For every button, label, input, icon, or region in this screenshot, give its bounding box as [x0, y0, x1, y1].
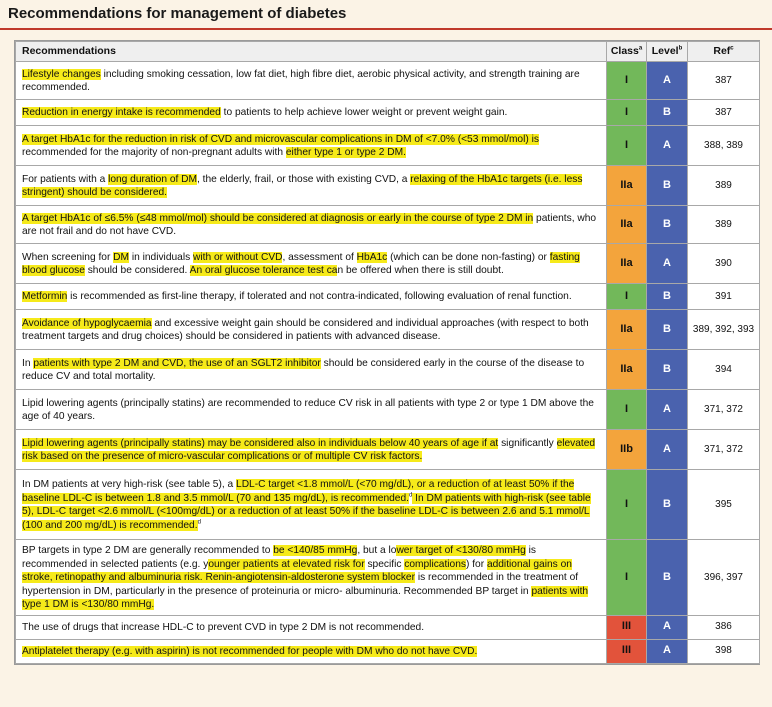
reference-cell: 390	[688, 244, 760, 284]
class-cell: IIa	[607, 244, 647, 284]
table-row	[16, 206, 760, 244]
level-cell: A	[647, 430, 688, 470]
text-segment: d	[408, 492, 413, 499]
text-segment: , but a lo	[357, 545, 397, 556]
text-segment: (which can be done non-fasting) or	[387, 251, 550, 263]
highlighted-text: patients with type 1 DM is <130/80 mmHg.	[22, 585, 589, 610]
highlighted-text: long duration of DM	[108, 173, 197, 185]
recommendation-text	[16, 540, 607, 616]
text-segment: including smoking cessation, low fat diet, high fibre diet, aerobic physical activity, and strength training are recommended.	[22, 68, 580, 93]
text-segment: When screening for	[22, 251, 114, 263]
recommendation-text	[16, 430, 607, 470]
level-cell: B	[647, 310, 688, 350]
highlighted-text: complications	[404, 558, 466, 570]
text-segment: should be considered early in the course of the disease to reduce CV and total mortality.	[22, 357, 585, 382]
text-segment: Lipid lowering agents (principally statins) are recommended to reduce CV risk in all patients with type 2 or type 1 DM above the age of 40 years.	[22, 397, 594, 422]
text-segment: The use of drugs that increase HDL-C to prevent CVD in type 2 DM is not recommended.	[22, 621, 425, 633]
text-segment: n be offered when there is still doubt.	[337, 265, 504, 276]
reference-cell: 371, 372	[688, 430, 760, 470]
recommendation-text	[16, 390, 607, 430]
highlighted-text: either type 1 or type 2 DM.	[285, 147, 406, 158]
table-row	[16, 430, 760, 470]
highlighted-text: A target HbA1c of ≤6.5% (≤48 mmol/mol) should be considered at diagnosis or early in the course of type 2 DM in	[22, 212, 534, 224]
text-segment: BP targets in type 2 DM are generally recommended to	[22, 545, 274, 556]
recommendation-text	[16, 62, 607, 100]
reference-cell: 389, 392, 393	[688, 310, 760, 350]
level-cell: A	[647, 615, 688, 639]
text-segment: For patients with a	[22, 173, 109, 185]
header-recommendations: Recommendations	[16, 42, 607, 62]
recommendation-text	[16, 126, 607, 166]
level-cell: B	[647, 166, 688, 206]
recommendation-text	[16, 615, 607, 639]
text-segment: is recommended as first-line therapy, if tolerated and not contra-indicated, following evaluation of renal function.	[67, 291, 572, 303]
header-level: Level$^b$	[647, 42, 688, 62]
recommendation-text	[16, 166, 607, 206]
highlighted-text: Metformin	[22, 291, 68, 303]
recommendation-text	[16, 350, 607, 390]
highlighted-text: In DM patients with high-risk (see table 5), LDL-C target <2.6 mmol/L (<100mg/dL) or a reduction of at least 50% if the baseline LDL-C is between 2.6 and 5.1 mmol/L (100 and 200 mg/dL) is recommended.	[22, 492, 591, 531]
table-row	[16, 390, 760, 430]
class-cell: IIa	[607, 310, 647, 350]
reference-cell: 395	[688, 470, 760, 540]
text-segment: recommended for the majority of non-pregnant adults with	[22, 147, 286, 158]
highlighted-text: An oral glucose tolerance test ca	[189, 265, 338, 276]
table-row	[16, 126, 760, 166]
highlighted-text: Avoidance of hypoglycaemia	[22, 317, 152, 329]
reference-cell: 371, 372	[688, 390, 760, 430]
table-row	[16, 62, 760, 100]
table-title: Recommendations for management of diabetes	[0, 0, 772, 28]
level-cell: B	[647, 470, 688, 540]
table-row	[16, 470, 760, 540]
table-row	[16, 100, 760, 126]
highlighted-text: A target HbA1c for the reduction in risk of CVD and microvascular complications in DM of <7.0% (<53 mmol/mol) is	[22, 133, 539, 145]
class-cell: III	[607, 615, 647, 639]
highlighted-text: be <140/85 mmHg	[273, 545, 358, 556]
text-segment: d	[197, 519, 201, 526]
reference-cell: 386	[688, 615, 760, 639]
recommendation-text	[16, 639, 607, 663]
text-segment: , assessment of	[282, 251, 357, 263]
highlighted-text: fasting blood glucose	[22, 251, 580, 276]
highlighted-text: wer target of <130/80 mmHg	[396, 545, 526, 556]
table-body	[16, 62, 760, 664]
highlighted-text: additional gains on stroke, retinopathy and albuminuria risk.	[22, 558, 572, 583]
highlighted-text: elevated risk based on the presence of micro-vascular complications or of multiple CV risk factors.	[22, 437, 596, 462]
highlighted-text: DM	[113, 251, 130, 263]
reference-cell: 389	[688, 166, 760, 206]
table-row	[16, 350, 760, 390]
class-cell: I	[607, 62, 647, 100]
recommendation-text	[16, 244, 607, 284]
highlighted-text: with or without CVD	[193, 251, 283, 263]
text-segment: significantly	[498, 437, 557, 449]
recommendation-text	[16, 206, 607, 244]
class-cell: I	[607, 390, 647, 430]
table-row	[16, 244, 760, 284]
reference-cell: 394	[688, 350, 760, 390]
highlighted-text: Lifestyle changes	[22, 68, 101, 80]
level-cell: B	[647, 206, 688, 244]
highlighted-text: ounger patients at elevated risk for	[208, 558, 365, 570]
table-row	[16, 284, 760, 310]
table-row	[16, 639, 760, 663]
text-segment: patients, who are not frail and do not have CVD.	[22, 212, 597, 237]
reference-cell: 389	[688, 206, 760, 244]
highlighted-text: patients with type 2 DM and CVD, the use of an SGLT2 inhibitor	[33, 357, 321, 369]
level-cell: A	[647, 639, 688, 663]
table-row	[16, 310, 760, 350]
class-cell: III	[607, 639, 647, 663]
class-cell: I	[607, 470, 647, 540]
text-segment: specific	[364, 558, 405, 570]
class-cell: I	[607, 126, 647, 166]
reference-cell: 387	[688, 100, 760, 126]
text-segment: In DM patients at very high-risk (see table 5), a	[22, 479, 237, 490]
level-cell: A	[647, 126, 688, 166]
text-segment: is recommended in the treatment of hypertension in DM, particularly in the presence of proteinuria or micro- albuminuria. Recommended BP target in	[22, 572, 579, 597]
recommendations-table	[15, 41, 760, 664]
class-cell: IIb	[607, 430, 647, 470]
text-segment: in individuals	[129, 251, 194, 263]
class-cell: IIa	[607, 166, 647, 206]
table-header-row	[16, 42, 760, 62]
text-segment: In	[22, 357, 34, 369]
highlighted-text: Reduction in energy intake is recommended	[22, 107, 221, 119]
level-cell: B	[647, 100, 688, 126]
reference-cell: 391	[688, 284, 760, 310]
class-cell: I	[607, 540, 647, 616]
level-cell: B	[647, 540, 688, 616]
text-segment: ) for	[465, 558, 487, 570]
level-cell: B	[647, 350, 688, 390]
highlighted-text: Antiplatelet therapy (e.g. with aspirin) is not recommended for people with DM who do not have CVD.	[22, 645, 478, 657]
highlighted-text: relaxing of the HbA1c targets (i.e. less stringent) should be considered.	[22, 173, 583, 198]
highlighted-text: Renin-angiotensin-aldosterone system blocker	[202, 572, 415, 583]
table-row	[16, 166, 760, 206]
reference-cell: 387	[688, 62, 760, 100]
reference-cell: 396, 397	[688, 540, 760, 616]
highlighted-text: HbA1c	[356, 251, 388, 263]
reference-cell: 398	[688, 639, 760, 663]
table-row	[16, 615, 760, 639]
class-cell: I	[607, 100, 647, 126]
recommendations-table-frame	[14, 40, 760, 665]
recommendation-text	[16, 284, 607, 310]
level-cell: A	[647, 390, 688, 430]
text-segment: should be considered.	[84, 265, 190, 276]
highlighted-text: Lipid lowering agents (principally statins) may be considered also in individuals below 40 years of age if at	[22, 437, 499, 449]
text-segment: is recommended in selected patients (e.g. y	[22, 545, 537, 570]
text-segment: and excessive weight gain should be considered and individual approaches (with respect to both treatment targets and drug choices) should be considered in patients with advanced disease.	[22, 317, 589, 342]
highlighted-text: LDL-C target <1.8 mmol/L (<70 mg/dL), or a reduction of at least 50% if the baseline LDL-C is between 1.8 and 3.5 mmol/L (70 and 135 mg/dL), is recommended.	[22, 479, 575, 504]
class-cell: IIa	[607, 206, 647, 244]
recommendation-text	[16, 310, 607, 350]
table-row	[16, 540, 760, 616]
text-segment: to patients to help achieve lower weight or prevent weight gain.	[220, 107, 508, 119]
level-cell: A	[647, 62, 688, 100]
header-class: Class$^a$	[607, 42, 647, 62]
text-segment: , the elderly, frail, or those with existing CVD, a	[197, 173, 411, 185]
title-divider	[0, 28, 772, 30]
class-cell: I	[607, 284, 647, 310]
reference-cell: 388, 389	[688, 126, 760, 166]
level-cell: B	[647, 284, 688, 310]
recommendation-text	[16, 470, 607, 540]
header-ref: Ref$^c$	[688, 42, 760, 62]
class-cell: IIa	[607, 350, 647, 390]
recommendation-text	[16, 100, 607, 126]
level-cell: A	[647, 244, 688, 284]
